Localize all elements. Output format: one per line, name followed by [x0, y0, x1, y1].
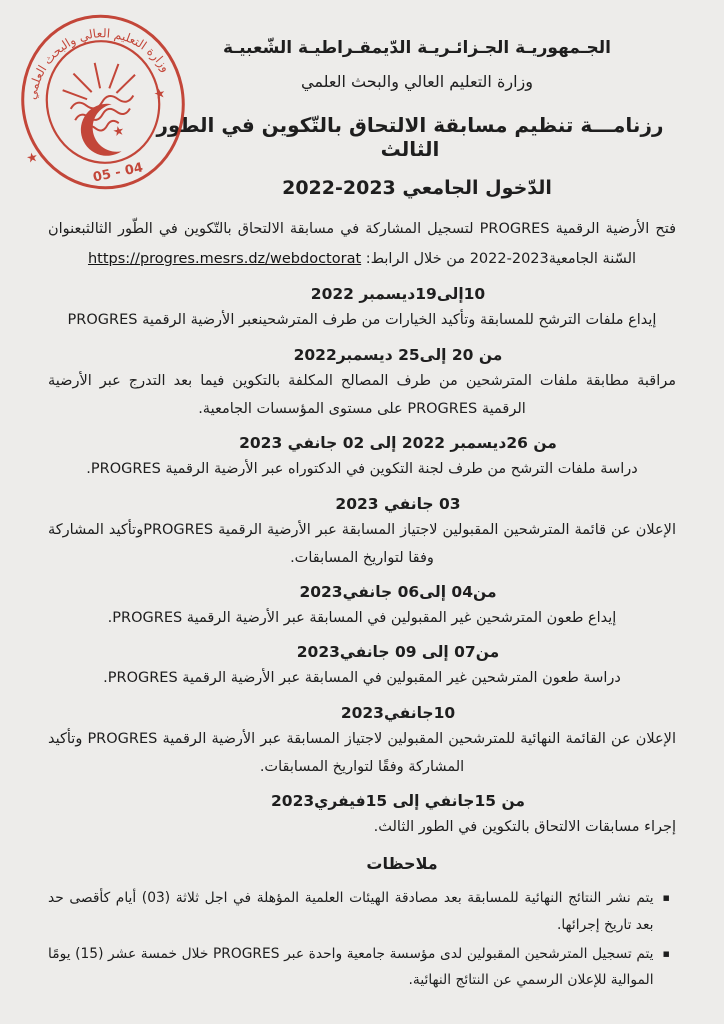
schedule-date-heading: من04 إلى06 جانفي2023 [299, 583, 497, 602]
schedule-item-description: إيداع طعون المترشحين غير المقبولين في المسابقة عبر الأرضية الرقمية PROGRES. [107, 610, 617, 627]
ministry-header: وزارة التعليم العالي والبحث العلمي [301, 72, 533, 91]
schedule-item-description: دراسة ملفات الترشح من طرف لجنة التكوين في الدكتوراه عبر الأرضية الرقمية PROGRES. [86, 461, 638, 478]
schedule-date-heading: من 15جانفي إلى 15فيفري2023 [271, 792, 525, 811]
list-item [48, 885, 670, 937]
schedule-date-heading: 03 جانفي 2023 [335, 494, 461, 513]
schedule-date-heading: من07 إلى 09 جانفي2023 [296, 643, 500, 662]
square-bullet-icon: ▪ [662, 946, 670, 960]
schedule-item-description: إجراء مسابقات الالتحاق بالتكوين في الطور الثالث. [373, 819, 676, 836]
list-item [48, 941, 670, 993]
stamp-code: 04 - 05 [91, 160, 145, 186]
stamp-emblem-icon [58, 55, 150, 162]
schedule-date-heading: من 20 إلى25 ديسمبر2022 [293, 345, 503, 364]
schedule-item-description: الإعلان عن القائمة النهائية للمترشحين المقبولين لاجتياز المسابقة عبر الأرضية الرقمية PROGRES وتأكيد المشاركة وفقًا لتواريخ المسابقات. [48, 730, 676, 775]
schedule-date-heading: 10إلى19ديسمبر 2022 [310, 285, 486, 304]
ministry-stamp-seal [14, 10, 192, 194]
note-text: يتم نشر النتائج النهائية للمسابقة بعد مصادقة الهيئات العلمية المؤهلة في اجل ثلاثة (03) أيام كأقصى حد بعد تاريخ إجرائها. [48, 890, 654, 933]
republic-header: الجـمهوريـة الجـزائـريـة الدّيمقـراطيـة الشّعبيـة [223, 38, 611, 58]
schedule-item-description: مراقبة مطابقة ملفات المترشحين من طرف المصالح المكلفة بالتكوين فيما بعد التدرج عبر الأرضية الرقمية PROGRES على مستوى المؤسسات الجامعية. [48, 372, 676, 417]
notes-heading: ملاحظات [366, 854, 438, 874]
document-title-line1: رزنامـــة تنظيم مسابقة الالتحاق بالتّكوين في الطور الثالث [156, 113, 664, 161]
intro-text: فتح الأرضية الرقمية PROGRES لتسجيل المشاركة في مسابقة الالتحاق بالتّكوين في الطّور الثالثبعنوان السّنة الجامعية2023-2022 من خلال الرابط: [48, 221, 677, 267]
document-title-line2: الدّخول الجامعي 2023-2022 [282, 177, 552, 199]
schedule-item-description: دراسة طعون المترشحين غير المقبولين في المسابقة عبر الأرضية الرقمية PROGRES. [103, 670, 621, 687]
stamp-ring-text: وزارة التعليم العالي والبحث العلمي [24, 26, 174, 101]
schedule-item-description: الإعلان عن قائمة المترشحين المقبولين لاجتياز المسابقة عبر الأرضية الرقمية PROGRESوتأكيد المشاركة وفقا لتواريخ المسابقات. [48, 521, 676, 566]
progres-webdoctorat-link[interactable]: https://progres.mesrs.dz/webdoctorat [87, 250, 362, 267]
schedule-section [48, 285, 676, 841]
stamp-crescent-star-icon: ★ [111, 123, 126, 141]
note-text: يتم تسجيل المترشحين المقبولين لدى مؤسسة جامعية واحدة عبر PROGRES خلال خمسة عشر (15) يومًا الموالية للإعلان الرسمي عن النتائج النهائية. [48, 945, 654, 988]
intro-paragraph [48, 215, 676, 274]
notes-list [48, 885, 676, 993]
schedule-date-heading: من 26ديسمبر 2022 إلى 02 جانفي 2023 [239, 434, 557, 453]
stamp-star-right-icon: ★ [152, 85, 168, 104]
schedule-item-description: إيداع ملفات الترشح للمسابقة وتأكيد الخيارات من طرف المترشحينعبر الأرضية الرقمية PROGRES [67, 312, 657, 329]
square-bullet-icon: ▪ [662, 891, 670, 905]
schedule-date-heading: 10جانفي2023 [340, 703, 456, 722]
stamp-star-left-icon: ★ [25, 149, 40, 167]
